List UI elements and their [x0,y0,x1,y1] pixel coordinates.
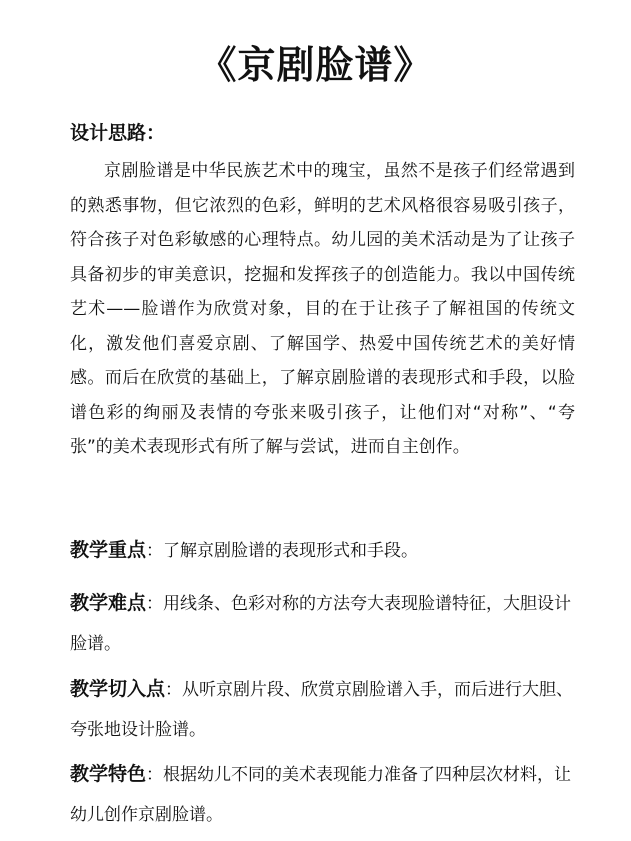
document-title: 《京剧脸谱》 [198,43,433,87]
teaching-entry-point [70,669,580,750]
teaching-focus-label: 教学重点 [70,539,147,561]
teaching-feature [70,754,580,835]
teaching-difficulty-label: 教学难点 [70,592,147,614]
design-heading: 设计思路： [70,122,166,144]
teaching-focus [70,530,580,571]
teaching-difficulty [70,583,580,664]
teaching-difficulty-sep: ： [146,594,164,614]
teaching-focus-sep: ： [146,541,164,561]
teaching-entry-point-label: 教学切入点 [70,678,166,700]
teaching-focus-text: 了解京剧脸谱的表现形式和手段。 [163,541,419,561]
teaching-feature-label: 教学特色 [70,763,147,785]
design-paragraph: 京剧脸谱是中华民族艺术中的瑰宝，虽然不是孩子们经常遇到的熟悉事物，但它浓烈的色彩，鲜明的艺术风格很容易吸引孩子，符合孩子对色彩敏感的心理特点。幼儿园的美术活动是为了让孩子具备初步的审美意识，挖掘和发挥孩子的创造能力。我以中国传统艺术——脸谱作为欣赏对象，目的在于让孩子了解祖国的传统文化，激发他们喜爱京剧、了解国学、热爱中国传统艺术的美好情感。而后在欣赏的基础上，了解京剧脸谱的表现形式和手段，以脸谱色彩的绚丽及表情的夸张来吸引孩子，让他们对“对称”、“夸张”的美术表现形式有所了解与尝试，进而自主创作。 [70,161,575,457]
teaching-entry-point-sep: ： [165,680,183,700]
teaching-difficulty-text: 用线条、色彩对称的方法夸大表现脸谱特征，大胆设计脸谱。 [70,594,572,654]
teaching-feature-text: 根据幼儿不同的美术表现能力准备了四种层次材料，让幼儿创作京剧脸谱。 [70,765,572,825]
teaching-entry-point-text: 从听京剧片段、欣赏京剧脸谱入手，而后进行大胆、夸张地设计脸谱。 [70,680,574,740]
teaching-feature-sep: ： [146,765,164,785]
